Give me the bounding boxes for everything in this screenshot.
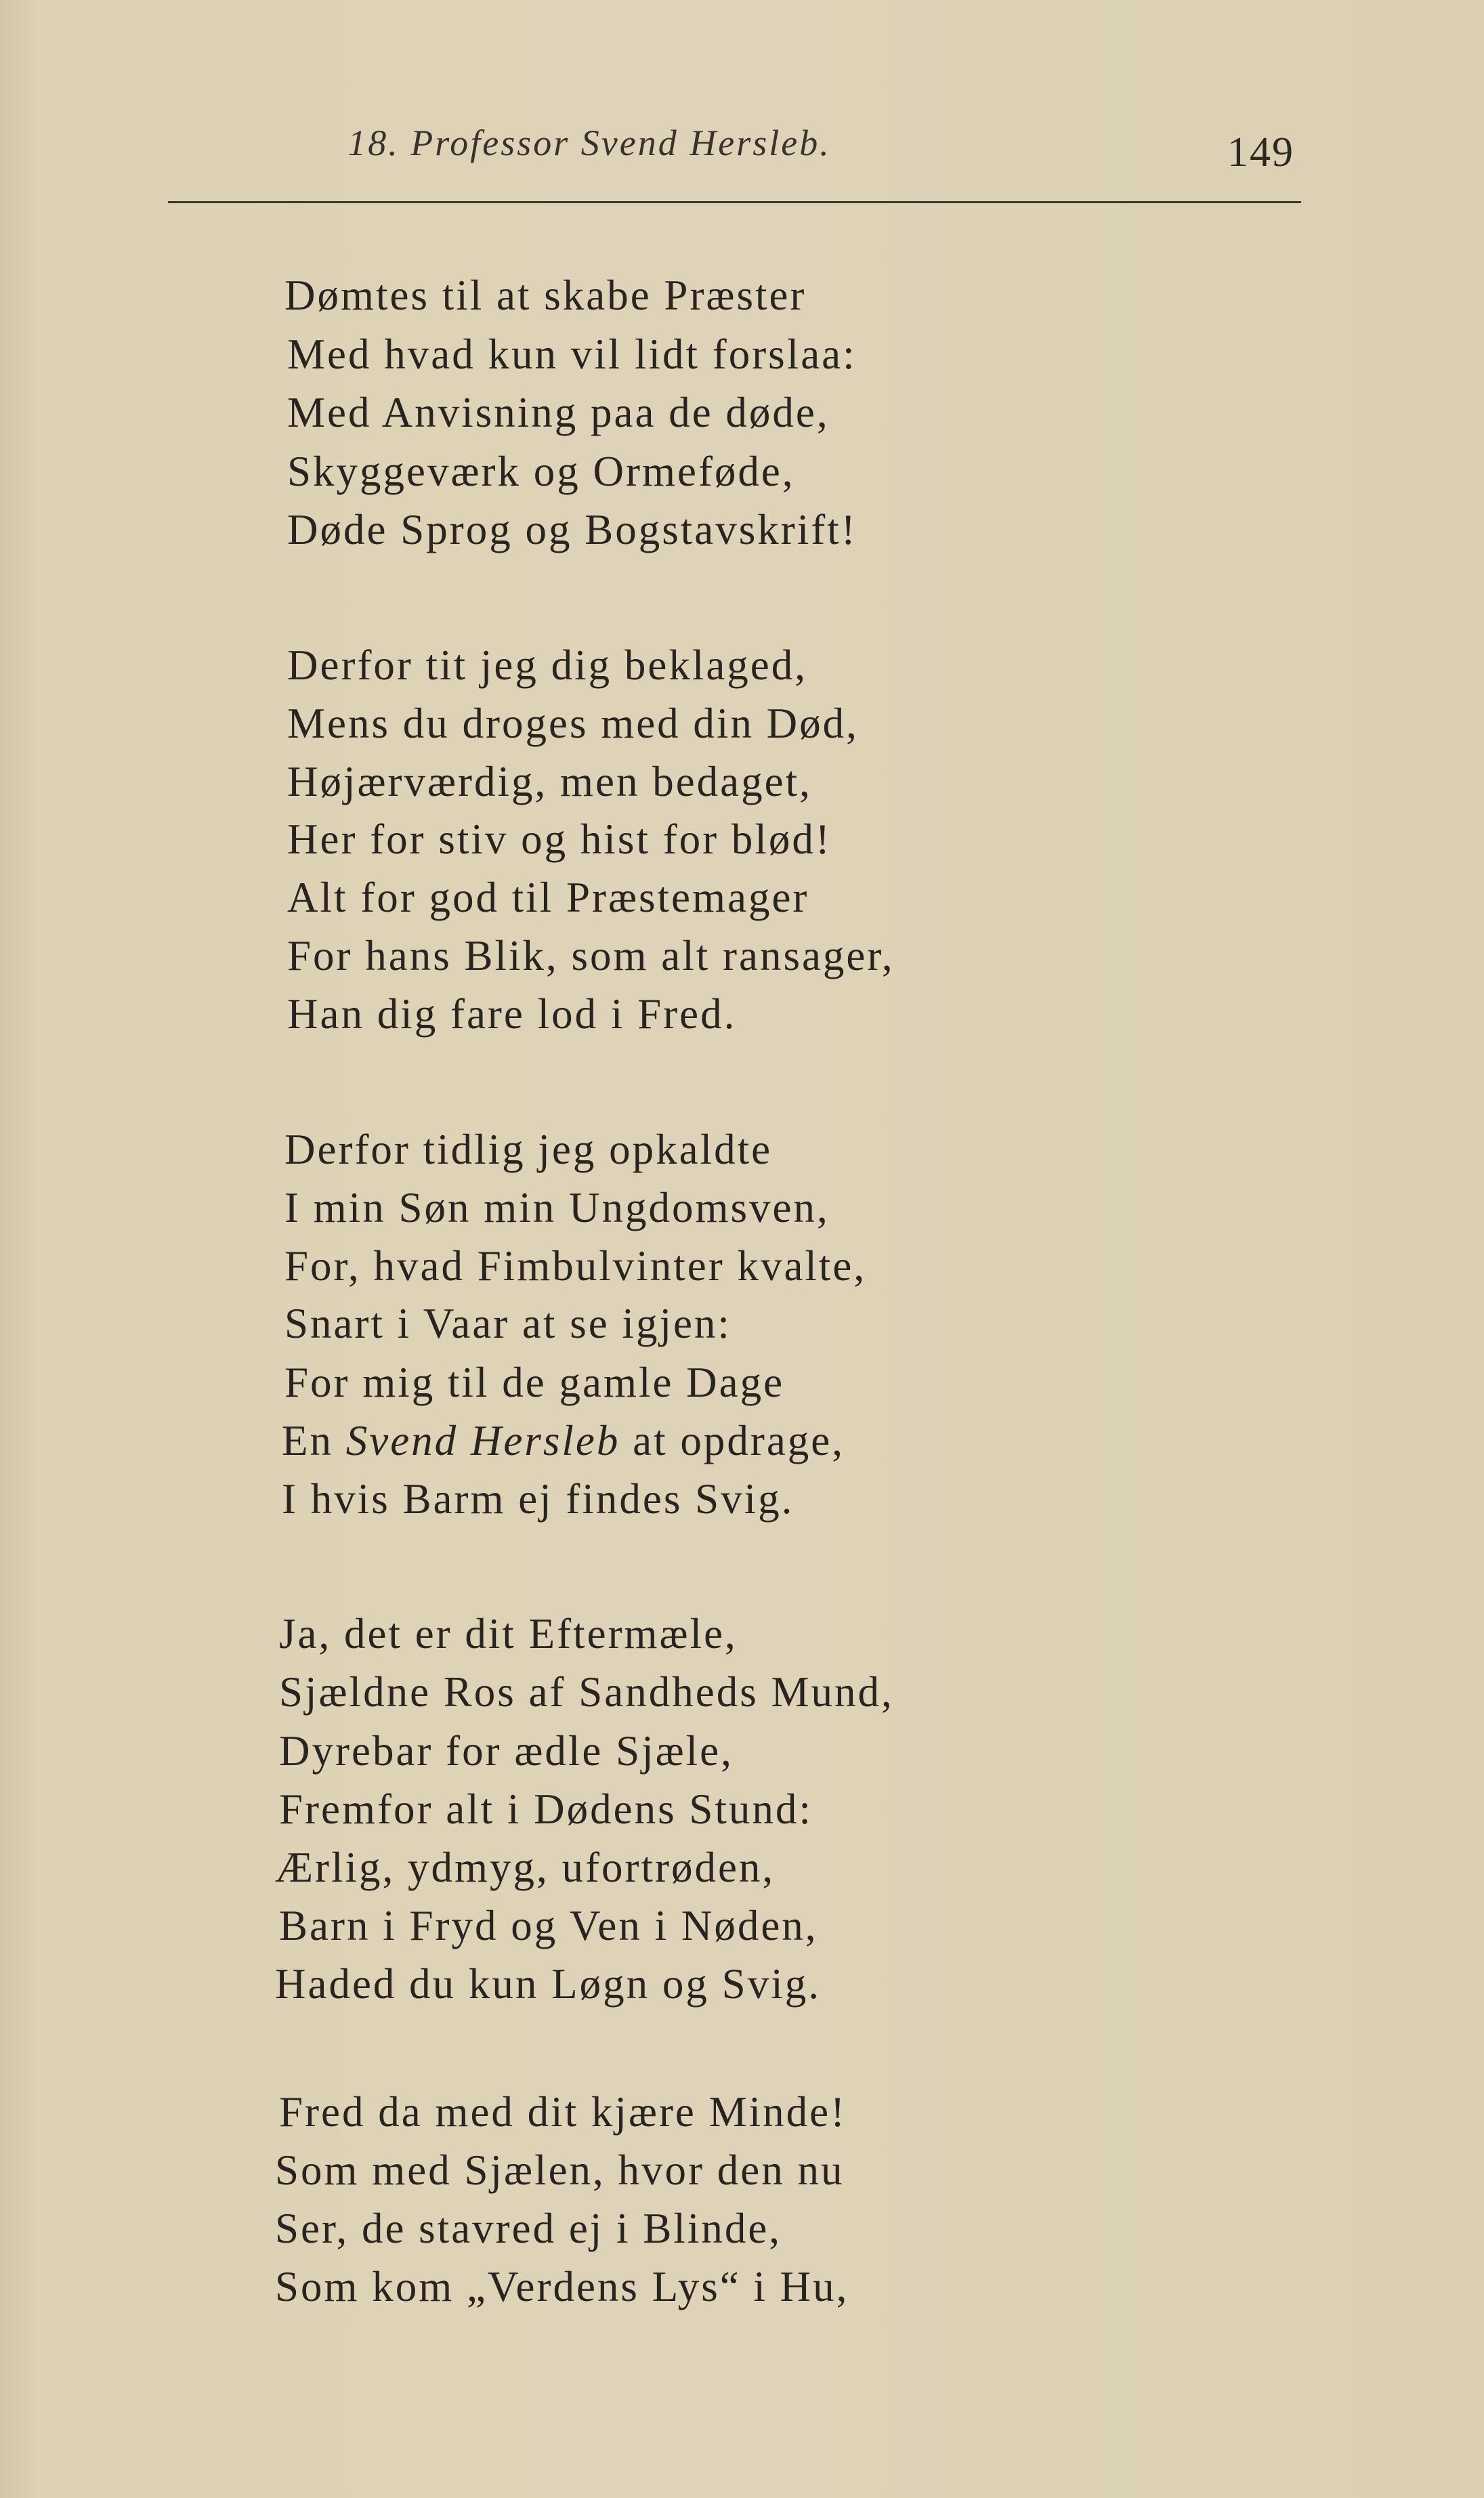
verse-line: Højærværdig, men bedaget, [287, 758, 812, 805]
verse-line: Døde Sprog og Bogstavskrift! [287, 506, 857, 553]
verse-line: Fremfor alt i Dødens Stund: [279, 1785, 813, 1833]
header-rule [168, 201, 1301, 203]
verse-line: Barn i Fryd og Ven i Nøden, [279, 1902, 818, 1949]
verse-line: Som med Sjælen, hvor den nu [275, 2146, 845, 2194]
verse-line: Skyggeværk og Ormeføde, [287, 448, 795, 495]
verse-line: I min Søn min Ungdomsven, [284, 1184, 830, 1231]
verse-line: Han dig fare lod i Fred. [287, 990, 737, 1038]
verse-line: Alt for god til Præstemager [287, 874, 809, 921]
verse-line: Ærlig, ydmyg, ufortrøden, [275, 1844, 776, 1891]
verse-line: For mig til de gamle Dage [284, 1359, 785, 1406]
running-head: 18. Professor Svend Hersleb. [347, 123, 831, 163]
italic-name: Svend Hersleb [345, 1417, 620, 1464]
verse-line: Mens du droges med din Død, [287, 700, 859, 747]
verse-line: Derfor tit jeg dig beklaged, [287, 641, 808, 689]
verse-line: Her for stiv og hist for blød! [287, 816, 832, 863]
verse-line: Med Anvisning paa de døde, [287, 389, 830, 436]
line-text-before-name: En [282, 1417, 346, 1464]
verse-line: For, hvad Fimbulvinter kvalte, [284, 1242, 867, 1290]
verse-line: Som kom „Verdens Lys“ i Hu, [275, 2263, 849, 2310]
verse-line-with-name [282, 1417, 845, 1464]
verse-line: Fred da med dit kjære Minde! [279, 2088, 847, 2136]
verse-line: Ja, det er dit Eftermæle, [279, 1610, 738, 1657]
verse-line: Sjældne Ros af Sandheds Mund, [279, 1668, 894, 1716]
verse-line: Med hvad kun vil lidt forslaa: [287, 331, 857, 378]
verse-line: Haded du kun Løgn og Svig. [275, 1960, 821, 2008]
verse-line: Dømtes til at skabe Præster [284, 272, 807, 319]
verse-line: Dyrebar for ædle Sjæle, [279, 1727, 734, 1775]
page-number: 149 [1227, 129, 1294, 175]
line-text-after-name: at opdrage, [620, 1417, 845, 1464]
verse-line: I hvis Barm ej findes Svig. [282, 1475, 794, 1523]
verse-line: Derfor tidlig jeg opkaldte [284, 1126, 773, 1173]
verse-line: Ser, de stavred ej i Blinde, [275, 2205, 782, 2252]
verse-line: For hans Blik, som alt ransager, [287, 932, 895, 979]
verse-line: Snart i Vaar at se igjen: [284, 1300, 732, 1347]
